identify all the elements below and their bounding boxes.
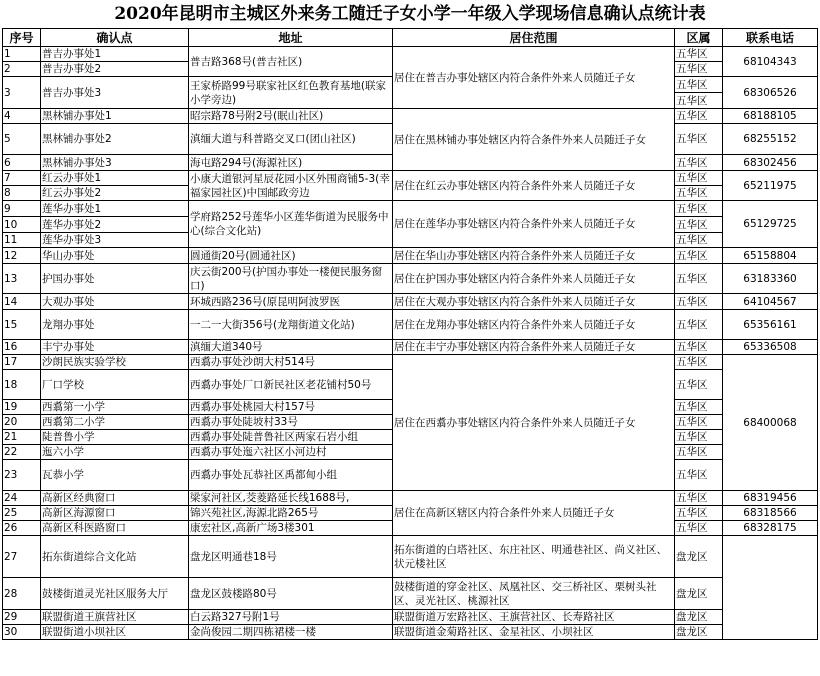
table-row bbox=[3, 248, 818, 264]
row-number: 12 bbox=[3, 248, 41, 264]
row-number: 30 bbox=[3, 625, 41, 640]
address-cell: 康宏社区,高新广场3楼301 bbox=[189, 521, 393, 536]
table-row bbox=[3, 47, 818, 62]
row-number: 11 bbox=[3, 233, 41, 248]
point-name: 黑林铺办事处2 bbox=[41, 124, 189, 155]
address-cell: 王家桥路99号联家社区红色教育基地(联家小学旁边) bbox=[189, 77, 393, 109]
point-name: 红云办事处1 bbox=[41, 171, 189, 186]
phone-cell: 68302456 bbox=[723, 155, 818, 171]
table-row bbox=[3, 625, 818, 640]
point-name: 瓦恭小学 bbox=[41, 460, 189, 491]
address-cell: 西翥办事处厂口新民社区老花铺村50号 bbox=[189, 370, 393, 400]
address-cell: 小康大道银河星辰花园小区外围商铺5-3(幸福家园社区)中国邮政旁边 bbox=[189, 171, 393, 201]
address-cell: 西翥办事处沙朗大村514号 bbox=[189, 355, 393, 370]
point-name: 鼓楼街道灵光社区服务大厅 bbox=[41, 578, 189, 610]
scope-cell: 居住在华山办事处辖区内符合条件外来人员随迁子女 bbox=[393, 248, 675, 264]
district-cell: 五华区 bbox=[675, 62, 723, 77]
statistics-table bbox=[2, 28, 818, 640]
table-row bbox=[3, 610, 818, 625]
phone-cell: 65158804 bbox=[723, 248, 818, 264]
row-number: 4 bbox=[3, 109, 41, 124]
scope-cell: 居住在护国办事处辖区内符合条件外来人员随迁子女 bbox=[393, 264, 675, 294]
scope-cell: 居住在高新区辖区内符合条件外来人员随迁子女 bbox=[393, 491, 675, 536]
point-name: 西翥第一小学 bbox=[41, 400, 189, 415]
scope-cell: 居住在黑林铺办事处辖区内符合条件外来人员随迁子女 bbox=[393, 109, 675, 171]
table-row bbox=[3, 294, 818, 310]
row-number: 10 bbox=[3, 217, 41, 233]
point-name: 厂口学校 bbox=[41, 370, 189, 400]
point-name: 龙翔办事处 bbox=[41, 310, 189, 340]
address-cell: 滇缅大道与科普路交叉口(团山社区) bbox=[189, 124, 393, 155]
point-name: 红云办事处2 bbox=[41, 186, 189, 201]
table-row bbox=[3, 578, 818, 610]
row-number: 15 bbox=[3, 310, 41, 340]
district-cell: 五华区 bbox=[675, 155, 723, 171]
district-cell: 五华区 bbox=[675, 201, 723, 217]
table-row bbox=[3, 536, 818, 578]
district-cell: 盘龙区 bbox=[675, 610, 723, 625]
phone-cell: 68318566 bbox=[723, 506, 818, 521]
district-cell: 五华区 bbox=[675, 47, 723, 62]
row-number: 26 bbox=[3, 521, 41, 536]
point-name: 高新区科医路窗口 bbox=[41, 521, 189, 536]
district-cell: 五华区 bbox=[675, 77, 723, 93]
address-cell: 西翥办事处桃园大村157号 bbox=[189, 400, 393, 415]
phone-cell: 68104343 bbox=[723, 47, 818, 77]
row-number: 7 bbox=[3, 171, 41, 186]
table-row bbox=[3, 171, 818, 186]
address-cell: 西翥办事处迤六社区小河边村 bbox=[189, 445, 393, 460]
row-number: 13 bbox=[3, 264, 41, 294]
point-name: 黑林铺办事处3 bbox=[41, 155, 189, 171]
phone-cell: 65336508 bbox=[723, 340, 818, 355]
address-cell: 圆通街20号(圆通社区) bbox=[189, 248, 393, 264]
row-number: 5 bbox=[3, 124, 41, 155]
header-no: 序号 bbox=[3, 29, 41, 47]
point-name: 普吉办事处2 bbox=[41, 62, 189, 77]
district-cell: 五华区 bbox=[675, 370, 723, 400]
row-number: 29 bbox=[3, 610, 41, 625]
row-number: 2 bbox=[3, 62, 41, 77]
table-row bbox=[3, 355, 818, 370]
point-name: 华山办事处 bbox=[41, 248, 189, 264]
row-number: 27 bbox=[3, 536, 41, 578]
district-cell: 五华区 bbox=[675, 264, 723, 294]
table-row bbox=[3, 109, 818, 124]
address-cell: 海屯路294号(海源社区) bbox=[189, 155, 393, 171]
header-phone: 联系电话 bbox=[723, 29, 818, 47]
district-cell: 五华区 bbox=[675, 340, 723, 355]
district-cell: 五华区 bbox=[675, 109, 723, 124]
row-number: 22 bbox=[3, 445, 41, 460]
row-number: 18 bbox=[3, 370, 41, 400]
header-row bbox=[3, 29, 818, 47]
row-number: 21 bbox=[3, 430, 41, 445]
scope-cell: 联盟街道万宏路社区、王旗营社区、长寿路社区 bbox=[393, 610, 675, 625]
point-name: 莲华办事处3 bbox=[41, 233, 189, 248]
point-name: 普吉办事处1 bbox=[41, 47, 189, 62]
phone-cell: 68328175 bbox=[723, 521, 818, 536]
scope-cell: 居住在莲华办事处辖区内符合条件外来人员随迁子女 bbox=[393, 201, 675, 248]
phone-cell: 68400068 bbox=[723, 355, 818, 491]
district-cell: 五华区 bbox=[675, 217, 723, 233]
table-row bbox=[3, 491, 818, 506]
point-name: 高新区经典窗口 bbox=[41, 491, 189, 506]
scope-cell: 联盟街道金菊路社区、金星社区、小坝社区 bbox=[393, 625, 675, 640]
phone-cell: 65129725 bbox=[723, 201, 818, 248]
table-row bbox=[3, 201, 818, 217]
scope-cell: 居住在龙翔办事处辖区内符合条件外来人员随迁子女 bbox=[393, 310, 675, 340]
address-cell: 西翥办事处陡普鲁社区两家石岩小组 bbox=[189, 430, 393, 445]
district-cell: 五华区 bbox=[675, 124, 723, 155]
scope-cell: 居住在红云办事处辖区内符合条件外来人员随迁子女 bbox=[393, 171, 675, 201]
address-cell: 白云路327号附1号 bbox=[189, 610, 393, 625]
address-cell: 金尚俊园二期四栋裙楼一楼 bbox=[189, 625, 393, 640]
address-cell: 盘龙区明通巷18号 bbox=[189, 536, 393, 578]
row-number: 20 bbox=[3, 415, 41, 430]
point-name: 莲华办事处2 bbox=[41, 217, 189, 233]
scope-cell: 居住在西翥办事处辖区内符合条件外来人员随迁子女 bbox=[393, 355, 675, 491]
scope-cell: 居住在大观办事处辖区内符合条件外来人员随迁子女 bbox=[393, 294, 675, 310]
address-cell: 学府路252号莲华小区莲华街道为民服务中心(综合文化站) bbox=[189, 201, 393, 248]
phone-cell: 68255152 bbox=[723, 124, 818, 155]
district-cell: 五华区 bbox=[675, 521, 723, 536]
phone-cell: 68188105 bbox=[723, 109, 818, 124]
district-cell: 五华区 bbox=[675, 445, 723, 460]
phone-cell bbox=[723, 536, 818, 640]
phone-cell: 65356161 bbox=[723, 310, 818, 340]
point-name: 高新区海源窗口 bbox=[41, 506, 189, 521]
address-cell: 滇缅大道340号 bbox=[189, 340, 393, 355]
row-number: 8 bbox=[3, 186, 41, 201]
point-name: 护国办事处 bbox=[41, 264, 189, 294]
point-name: 大观办事处 bbox=[41, 294, 189, 310]
point-name: 黑林铺办事处1 bbox=[41, 109, 189, 124]
table-title: 2020年昆明市主城区外来务工随迁子女小学一年级入学现场信息确认点统计表 bbox=[114, 4, 706, 24]
header-district: 区属 bbox=[675, 29, 723, 47]
district-cell: 五华区 bbox=[675, 294, 723, 310]
point-name: 西翥第二小学 bbox=[41, 415, 189, 430]
district-cell: 五华区 bbox=[675, 430, 723, 445]
address-cell: 庆云街200号(护国办事处一楼便民服务窗口) bbox=[189, 264, 393, 294]
header-point: 确认点 bbox=[41, 29, 189, 47]
point-name: 沙朗民族实验学校 bbox=[41, 355, 189, 370]
phone-cell: 64104567 bbox=[723, 294, 818, 310]
district-cell: 盘龙区 bbox=[675, 578, 723, 610]
point-name: 迤六小学 bbox=[41, 445, 189, 460]
header-address: 地址 bbox=[189, 29, 393, 47]
row-number: 1 bbox=[3, 47, 41, 62]
point-name: 联盟街道小坝社区 bbox=[41, 625, 189, 640]
phone-cell: 63183360 bbox=[723, 264, 818, 294]
row-number: 23 bbox=[3, 460, 41, 491]
district-cell: 五华区 bbox=[675, 460, 723, 491]
address-cell: 环城西路236号(原昆明阿波罗医 bbox=[189, 294, 393, 310]
district-cell: 五华区 bbox=[675, 233, 723, 248]
row-number: 19 bbox=[3, 400, 41, 415]
row-number: 14 bbox=[3, 294, 41, 310]
scope-cell: 鼓楼街道的穿金社区、凤凰社区、交三桥社区、栗树头社区、灵光社区、桃源社区 bbox=[393, 578, 675, 610]
district-cell: 五华区 bbox=[675, 491, 723, 506]
row-number: 25 bbox=[3, 506, 41, 521]
row-number: 24 bbox=[3, 491, 41, 506]
table-row bbox=[3, 264, 818, 294]
address-cell: 西翥办事处瓦恭社区禹都甸小组 bbox=[189, 460, 393, 491]
table-row bbox=[3, 340, 818, 355]
district-cell: 五华区 bbox=[675, 400, 723, 415]
point-name: 陡普鲁小学 bbox=[41, 430, 189, 445]
header-scope: 居住范围 bbox=[393, 29, 675, 47]
phone-cell: 68319456 bbox=[723, 491, 818, 506]
district-cell: 五华区 bbox=[675, 248, 723, 264]
address-cell: 梁家河社区,茭菱路延长线1688号, bbox=[189, 491, 393, 506]
address-cell: 锦兴苑社区,海源北路265号 bbox=[189, 506, 393, 521]
scope-cell: 居住在普吉办事处辖区内符合条件外来人员随迁子女 bbox=[393, 47, 675, 109]
row-number: 28 bbox=[3, 578, 41, 610]
row-number: 17 bbox=[3, 355, 41, 370]
district-cell: 五华区 bbox=[675, 171, 723, 186]
address-cell: 普吉路368号(普吉社区) bbox=[189, 47, 393, 77]
row-number: 6 bbox=[3, 155, 41, 171]
row-number: 16 bbox=[3, 340, 41, 355]
district-cell: 盘龙区 bbox=[675, 536, 723, 578]
point-name: 丰宁办事处 bbox=[41, 340, 189, 355]
district-cell: 五华区 bbox=[675, 506, 723, 521]
table-row bbox=[3, 310, 818, 340]
address-cell: 盘龙区鼓楼路80号 bbox=[189, 578, 393, 610]
district-cell: 五华区 bbox=[675, 415, 723, 430]
scope-cell: 拓东街道的白塔社区、东庄社区、明通巷社区、尚义社区、状元楼社区 bbox=[393, 536, 675, 578]
address-cell: 昭宗路78号附2号(眠山社区) bbox=[189, 109, 393, 124]
point-name: 拓东街道综合文化站 bbox=[41, 536, 189, 578]
district-cell: 五华区 bbox=[675, 93, 723, 109]
district-cell: 五华区 bbox=[675, 310, 723, 340]
district-cell: 五华区 bbox=[675, 355, 723, 370]
row-number: 3 bbox=[3, 77, 41, 109]
point-name: 联盟街道王旗营社区 bbox=[41, 610, 189, 625]
address-cell: 一二一大街356号(龙翔街道文化站) bbox=[189, 310, 393, 340]
row-number: 9 bbox=[3, 201, 41, 217]
address-cell: 西翥办事处陡坡村33号 bbox=[189, 415, 393, 430]
scope-cell: 居住在丰宁办事处辖区内符合条件外来人员随迁子女 bbox=[393, 340, 675, 355]
point-name: 普吉办事处3 bbox=[41, 77, 189, 109]
district-cell: 盘龙区 bbox=[675, 625, 723, 640]
district-cell: 五华区 bbox=[675, 186, 723, 201]
point-name: 莲华办事处1 bbox=[41, 201, 189, 217]
phone-cell: 65211975 bbox=[723, 171, 818, 201]
phone-cell: 68306526 bbox=[723, 77, 818, 109]
